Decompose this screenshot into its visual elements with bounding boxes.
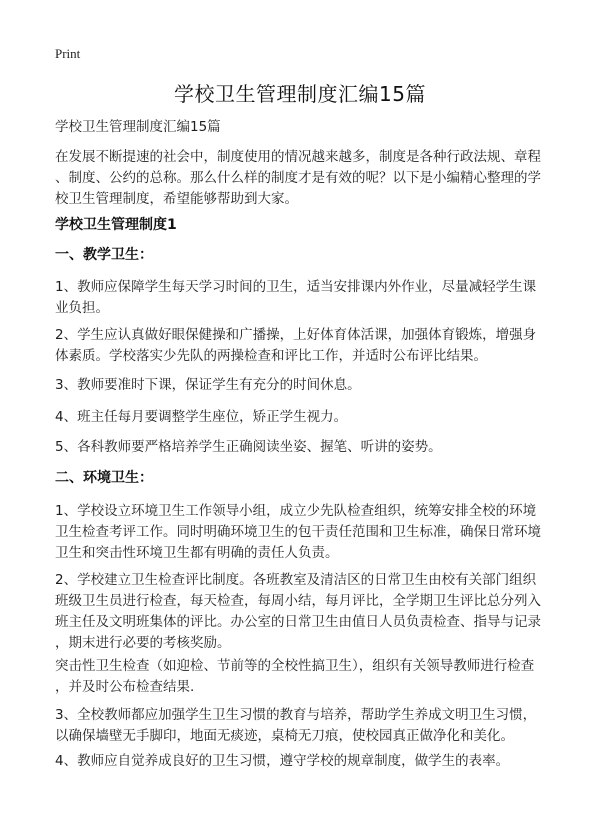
list-item bbox=[55, 656, 550, 698]
part1-heading-text: 一、教学卫生： bbox=[55, 247, 153, 263]
section-title bbox=[55, 215, 550, 236]
list-item bbox=[55, 501, 550, 564]
paragraph-line: 4、教师应自觉养成良好的卫生习惯，遵守学校的规章制度，做学生的表率。 bbox=[55, 753, 510, 769]
list-item bbox=[55, 705, 550, 747]
list-item bbox=[55, 437, 550, 458]
document-subtitle bbox=[55, 117, 550, 138]
list-item bbox=[55, 751, 550, 772]
paragraph-line: 校卫生管理制度，希望能够帮助到大家。 bbox=[55, 191, 298, 207]
paragraph-line: 2、学校建立卫生检查评比制度。各班教室及清洁区的日常卫生由校有关部门组织 bbox=[55, 572, 537, 588]
list-item bbox=[55, 277, 550, 319]
paragraph-line: 、制度、公约的总称。那么什么样的制度才是有效的呢？以下是小编精心整理的学 bbox=[55, 170, 541, 186]
list-item bbox=[55, 570, 550, 654]
paragraph-line: 3、教师要准时下课，保证学生有充分的时间休息。 bbox=[55, 377, 361, 393]
print-label[interactable]: Print bbox=[55, 46, 81, 61]
paragraph-line: 卫生检查考评工作。同时明确环境卫生的包干责任范围和卫生标准，确保日常环境 bbox=[55, 524, 541, 540]
paragraph-line: 3、全校教师都应加强学生卫生习惯的教育与培养，帮助学生养成文明卫生习惯， bbox=[55, 707, 537, 723]
paragraph-line: 4、班主任每月要调整学生座位，矫正学生视力。 bbox=[55, 409, 348, 425]
list-item bbox=[55, 325, 550, 367]
paragraph-line: 1、教师应保障学生每天学习时间的卫生，适当安排课内外作业，尽量减轻学生课 bbox=[55, 279, 537, 295]
paragraph-line: 班级卫生员进行检查，每天检查，每周小结，每月评比，全学期卫生评比总分列入 bbox=[55, 593, 541, 609]
paragraph-line: 在发展不断提速的社会中，制度使用的情况越来越多，制度是各种行政法规、章程 bbox=[55, 149, 541, 165]
paragraph-line: 1、学校设立环境卫生工作领导小组，成立少先队检查组织，统筹安排全校的环境 bbox=[55, 503, 537, 519]
intro-paragraph bbox=[55, 147, 550, 210]
paragraph-line: 卫生和突击性环境卫生都有明确的责任人负责。 bbox=[55, 545, 339, 561]
document-title: 学校卫生管理制度汇编15篇 bbox=[174, 82, 426, 106]
paragraph-line: 以确保墙壁无手脚印，地面无痰迹，桌椅无刀痕，使校园真正做净化和美化。 bbox=[55, 728, 514, 744]
paragraph-line: ，并及时公布检查结果. bbox=[55, 679, 195, 695]
paragraph-line: 班主任及文明班集体的评比。办公室的日常卫生由值日人员负责检查、指导与记录 bbox=[55, 614, 541, 630]
list-item bbox=[55, 407, 550, 428]
section-title-text: 学校卫生管理制度1 bbox=[55, 217, 177, 233]
paragraph-line: ，期末进行必要的考核奖励。 bbox=[55, 635, 231, 651]
list-item bbox=[55, 375, 550, 396]
paragraph-line: 5、各科教师要严格培养学生正确阅读坐姿、握笔、听讲的姿势。 bbox=[55, 439, 442, 455]
subtitle-text: 学校卫生管理制度汇编15篇 bbox=[55, 119, 221, 135]
part2-heading bbox=[55, 468, 550, 489]
part2-heading-text: 二、环境卫生： bbox=[55, 470, 153, 486]
part1-heading bbox=[55, 245, 550, 266]
paragraph-line: 突击性卫生检查（如迎检、节前等的全校性搞卫生），组织有关领导教师进行检查 bbox=[55, 658, 535, 674]
paragraph-line: 体素质。学校落实少先队的两操检查和评比工作，并适时公布评比结果。 bbox=[55, 348, 487, 364]
paragraph-line: 2、学生应认真做好眼保健操和广播操，上好体育体活课，加强体育锻炼，增强身 bbox=[55, 327, 537, 343]
paragraph-line: 业负担。 bbox=[55, 300, 109, 316]
